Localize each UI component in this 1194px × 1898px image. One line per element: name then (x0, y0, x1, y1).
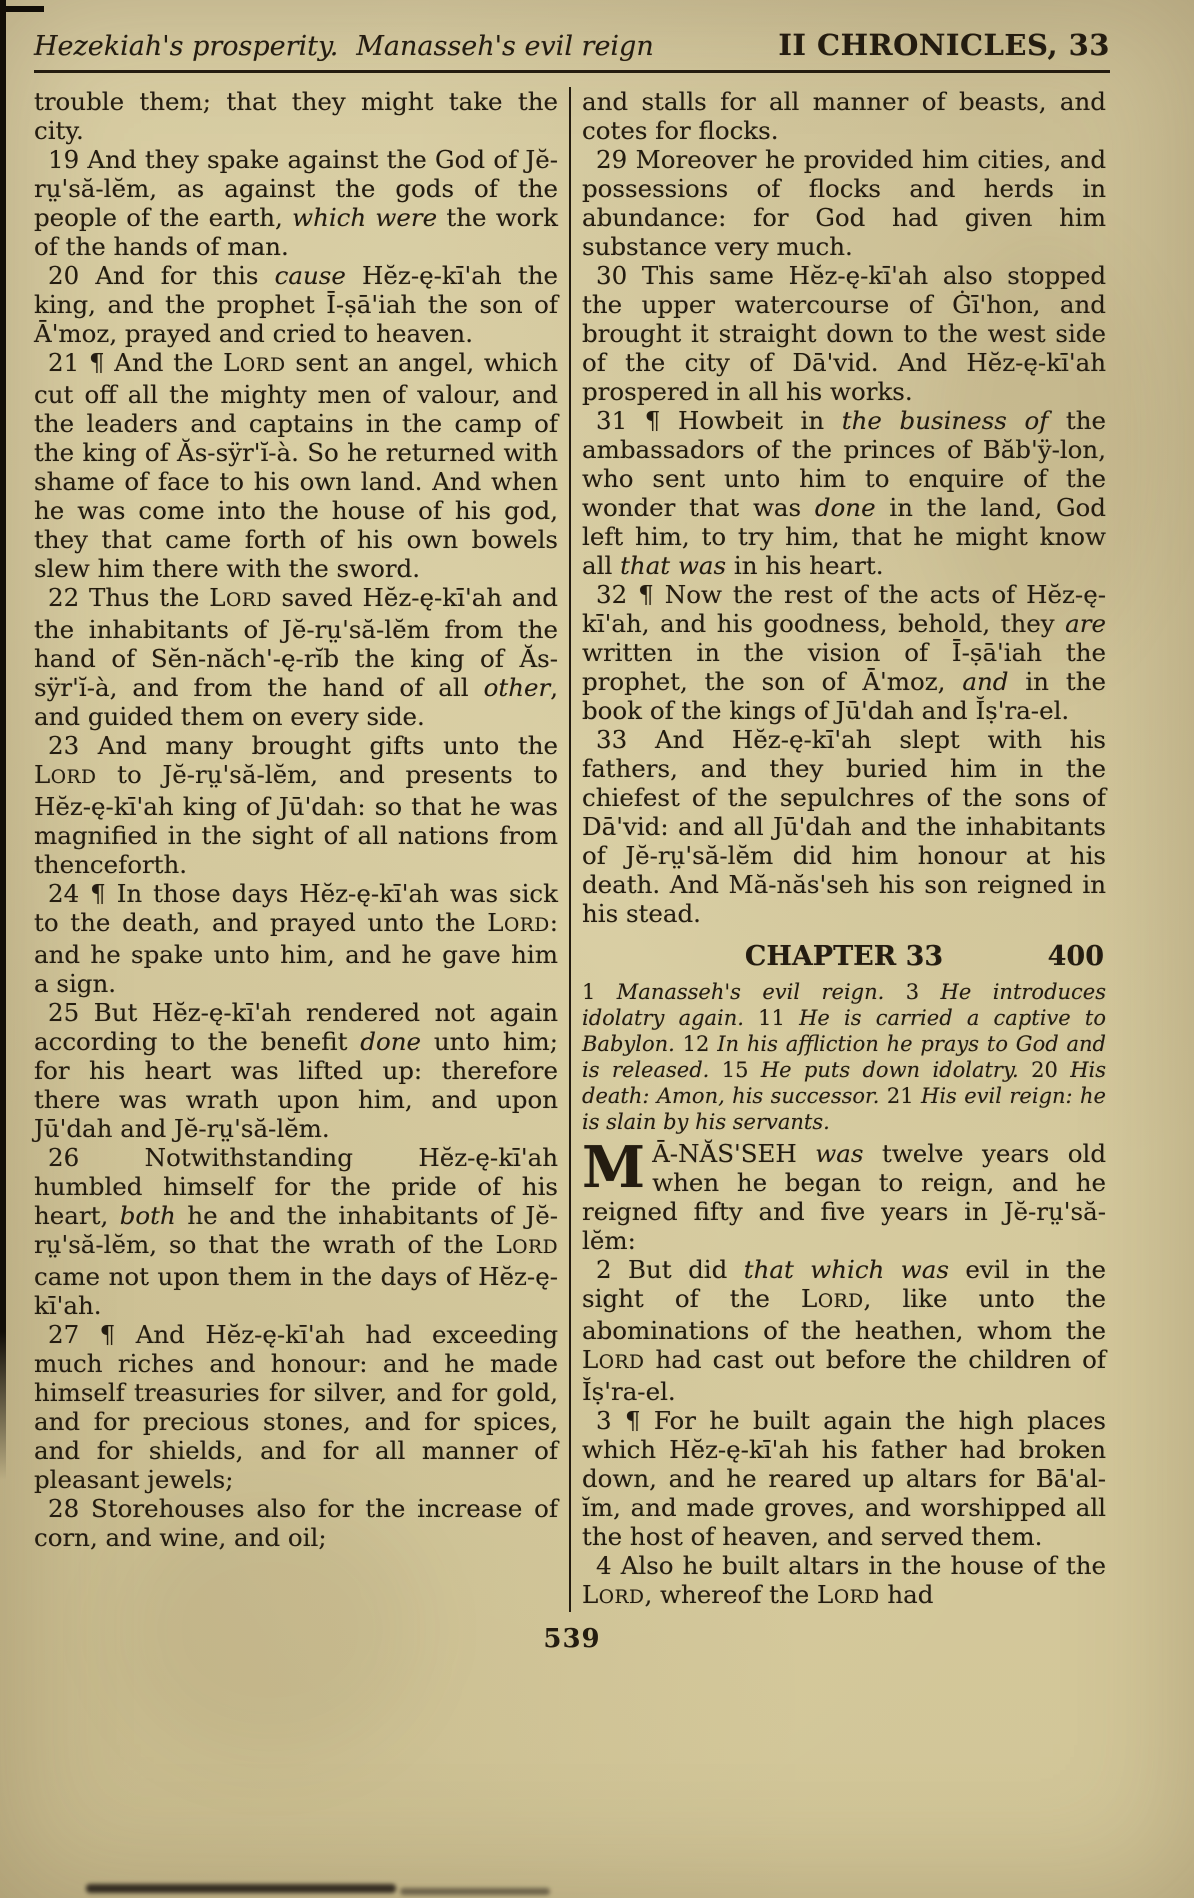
scan-artifact-bottom-smudge (86, 1884, 396, 1893)
left-column (34, 87, 558, 1612)
verse-paragraph: 22 Thus the LORD saved Hĕz-ę-kī'ah and the inhabitants of Jĕ-rṳ'să-lĕm from the hand of Sĕn-năch'-ę-rĭb the king of Ăs-sÿr'ĭ-à, and from the hand of all other, and guided them on every side. (34, 583, 558, 731)
text-columns (34, 87, 1110, 1612)
verse-paragraph: 30 This same Hĕz-ę-kī'ah also stopped the upper watercourse of Ġī'hon, and brought it straight down to the west side of the city of Dā'vid. And Hĕz-ę-kī'ah prospered in all his works. (582, 261, 1106, 406)
verse-paragraph: 26 Notwithstanding Hĕz-ę-kī'ah humbled himself for the pride of his heart, both he and the inhabitants of Jĕ-rṳ'să-lĕm, so that the wrath of the LORD came not upon them in the days of Hĕz-ę-kī'ah. (34, 1143, 558, 1320)
dropcap-paragraph: M Ā-NĂS'SEH was twelve years old when he began to reign, and he reigned fifty and five years in Jĕ-rṳ'să-lĕm: (582, 1134, 1106, 1255)
verse-paragraph: 19 And they spake against the God of Jĕ-rṳ'să-lĕm, as against the gods of the people of the earth, which were the work of the hands of man. (34, 145, 558, 261)
drop-cap-letter: M (582, 1134, 646, 1201)
right-column (582, 87, 1106, 1612)
verse-paragraph: 27 ¶ And Hĕz-ę-kī'ah had exceeding much riches and honour: and he made himself treasuries for silver, and for gold, and for precious stones, and for spices, and for shields, and for all manner of pleasant jewels; (34, 1320, 558, 1494)
small-caps-divine-name: LORD (582, 1580, 645, 1609)
continuation-paragraph: and stalls for all manner of beasts, and cotes for flocks. (582, 87, 1106, 145)
book-chapter-title: II CHRONICLES, 33 (778, 28, 1110, 62)
chapter-title: CHAPTER 33 (744, 941, 944, 972)
verse-paragraph: 20 And for this cause Hĕz-ę-kī'ah the king, and the prophet Ī-ṣā'iah the son of Ā'moz, prayed and cried to heaven. (34, 261, 558, 348)
small-caps-divine-name: LORD (495, 1230, 558, 1259)
running-title (34, 31, 654, 62)
verse-paragraph: 24 ¶ In those days Hĕz-ę-kī'ah was sick to the death, and prayed unto the LORD: and he spake unto him, and he gave him a sign. (34, 879, 558, 998)
page-number: 539 (543, 1624, 601, 1654)
verse-paragraph: 33 And Hĕz-ę-kī'ah slept with his fathers, and they buried him in the chiefest of the sepulchres of the sons of Dā'vid: and all Jū'dah and the inhabitants of Jĕ-rṳ'să-lĕm did him honour at his death. And Mă-năs'seh his son reigned in his stead. (582, 725, 1106, 928)
verse-paragraph: 25 But Hĕz-ę-kī'ah rendered not again according to the benefit done unto him; for his heart was lifted up: therefore there was wrath upon him, and upon Jū'dah and Jĕ-rṳ'să-lĕm. (34, 998, 558, 1143)
verse-paragraph: 23 And many brought gifts unto the LORD to Jĕ-rṳ'să-lĕm, and presents to Hĕz-ę-kī'ah king of Jū'dah: so that he was magnified in the sight of all nations from thenceforth. (34, 731, 558, 879)
chapter-heading (582, 942, 1106, 971)
verse-paragraph: 4 Also he built altars in the house of the LORD, whereof the LORD had (582, 1551, 1106, 1609)
verse-paragraph: 28 Storehouses also for the increase of corn, and wine, and oil; (34, 1494, 558, 1552)
small-caps-divine-name: LORD (34, 760, 97, 789)
running-title-left: Hezekiah's prosperity. (34, 31, 339, 62)
scan-artifact-bottom-smudge (400, 1888, 550, 1895)
page-content (34, 28, 1110, 1654)
scan-artifact-left-bar (0, 0, 6, 1480)
scan-artifact-top-tick (0, 6, 44, 12)
small-caps-divine-name: LORD (582, 1345, 645, 1374)
verse-paragraph: 2 But did that which was evil in the sight of the LORD, like unto the abominations of the heathen, whom the LORD had cast out before the children of Ĭṣ'ra-el. (582, 1255, 1106, 1406)
chapter-number-badge: 400 (1047, 941, 1104, 972)
verse-paragraph: 29 Moreover he provided him cities, and possessions of flocks and herds in abundance: for God had given him substance very much. (582, 145, 1106, 261)
small-caps-divine-name: LORD (801, 1284, 864, 1313)
small-caps-divine-name: LORD (223, 348, 286, 377)
verse-paragraph: 32 ¶ Now the rest of the acts of Hĕz-ę-kī'ah, and his goodness, behold, they are written in the vision of Ī-ṣā'iah the prophet, the son of Ā'moz, and in the book of the kings of Jū'dah and Ĭṣ'ra-el. (582, 580, 1106, 725)
column-divider (569, 87, 571, 1612)
verse-paragraph: 21 ¶ And the LORD sent an angel, which cut off all the mighty men of valour, and the leaders and captains in the camp of the king of Ăs-sÿr'ĭ-à. So he returned with shame of face to his own land. And when he was come into the house of his god, they that came forth of his own bowels slew him there with the sword. (34, 348, 558, 583)
chapter-summary: 1 Manasseh's evil reign. 3 He introduces idolatry again. 11 He is carried a captive to Babylon. 12 In his affliction he prays to God and is released. 15 He puts down idolatry. 20 His death: Amon, his successor. 21 His evil reign: he is slain by his servants. (582, 980, 1107, 1134)
small-caps-divine-name: LORD (487, 908, 550, 937)
verse-paragraph: 31 ¶ Howbeit in the business of the ambassadors of the princes of Băb'ÿ-lon, who sent unto him to enquire of the wonder that was done in the land, God left him, to try him, that he might know all that was in his heart. (582, 406, 1107, 580)
small-caps-divine-name: LORD (817, 1580, 880, 1609)
continuation-paragraph: trouble them; that they might take the city. (34, 87, 558, 145)
page-header (34, 28, 1110, 70)
verse-paragraph: 3 ¶ For he built again the high places which Hĕz-ę-kī'ah his father had broken down, and he reared up altars for Bā'al-ĭm, and made groves, and worshipped all the host of heaven, and served them. (582, 1406, 1106, 1551)
header-rule (34, 70, 1110, 73)
small-caps-divine-name: LORD (209, 583, 272, 612)
running-title-right-part: Manasseh's evil reign (356, 31, 654, 62)
